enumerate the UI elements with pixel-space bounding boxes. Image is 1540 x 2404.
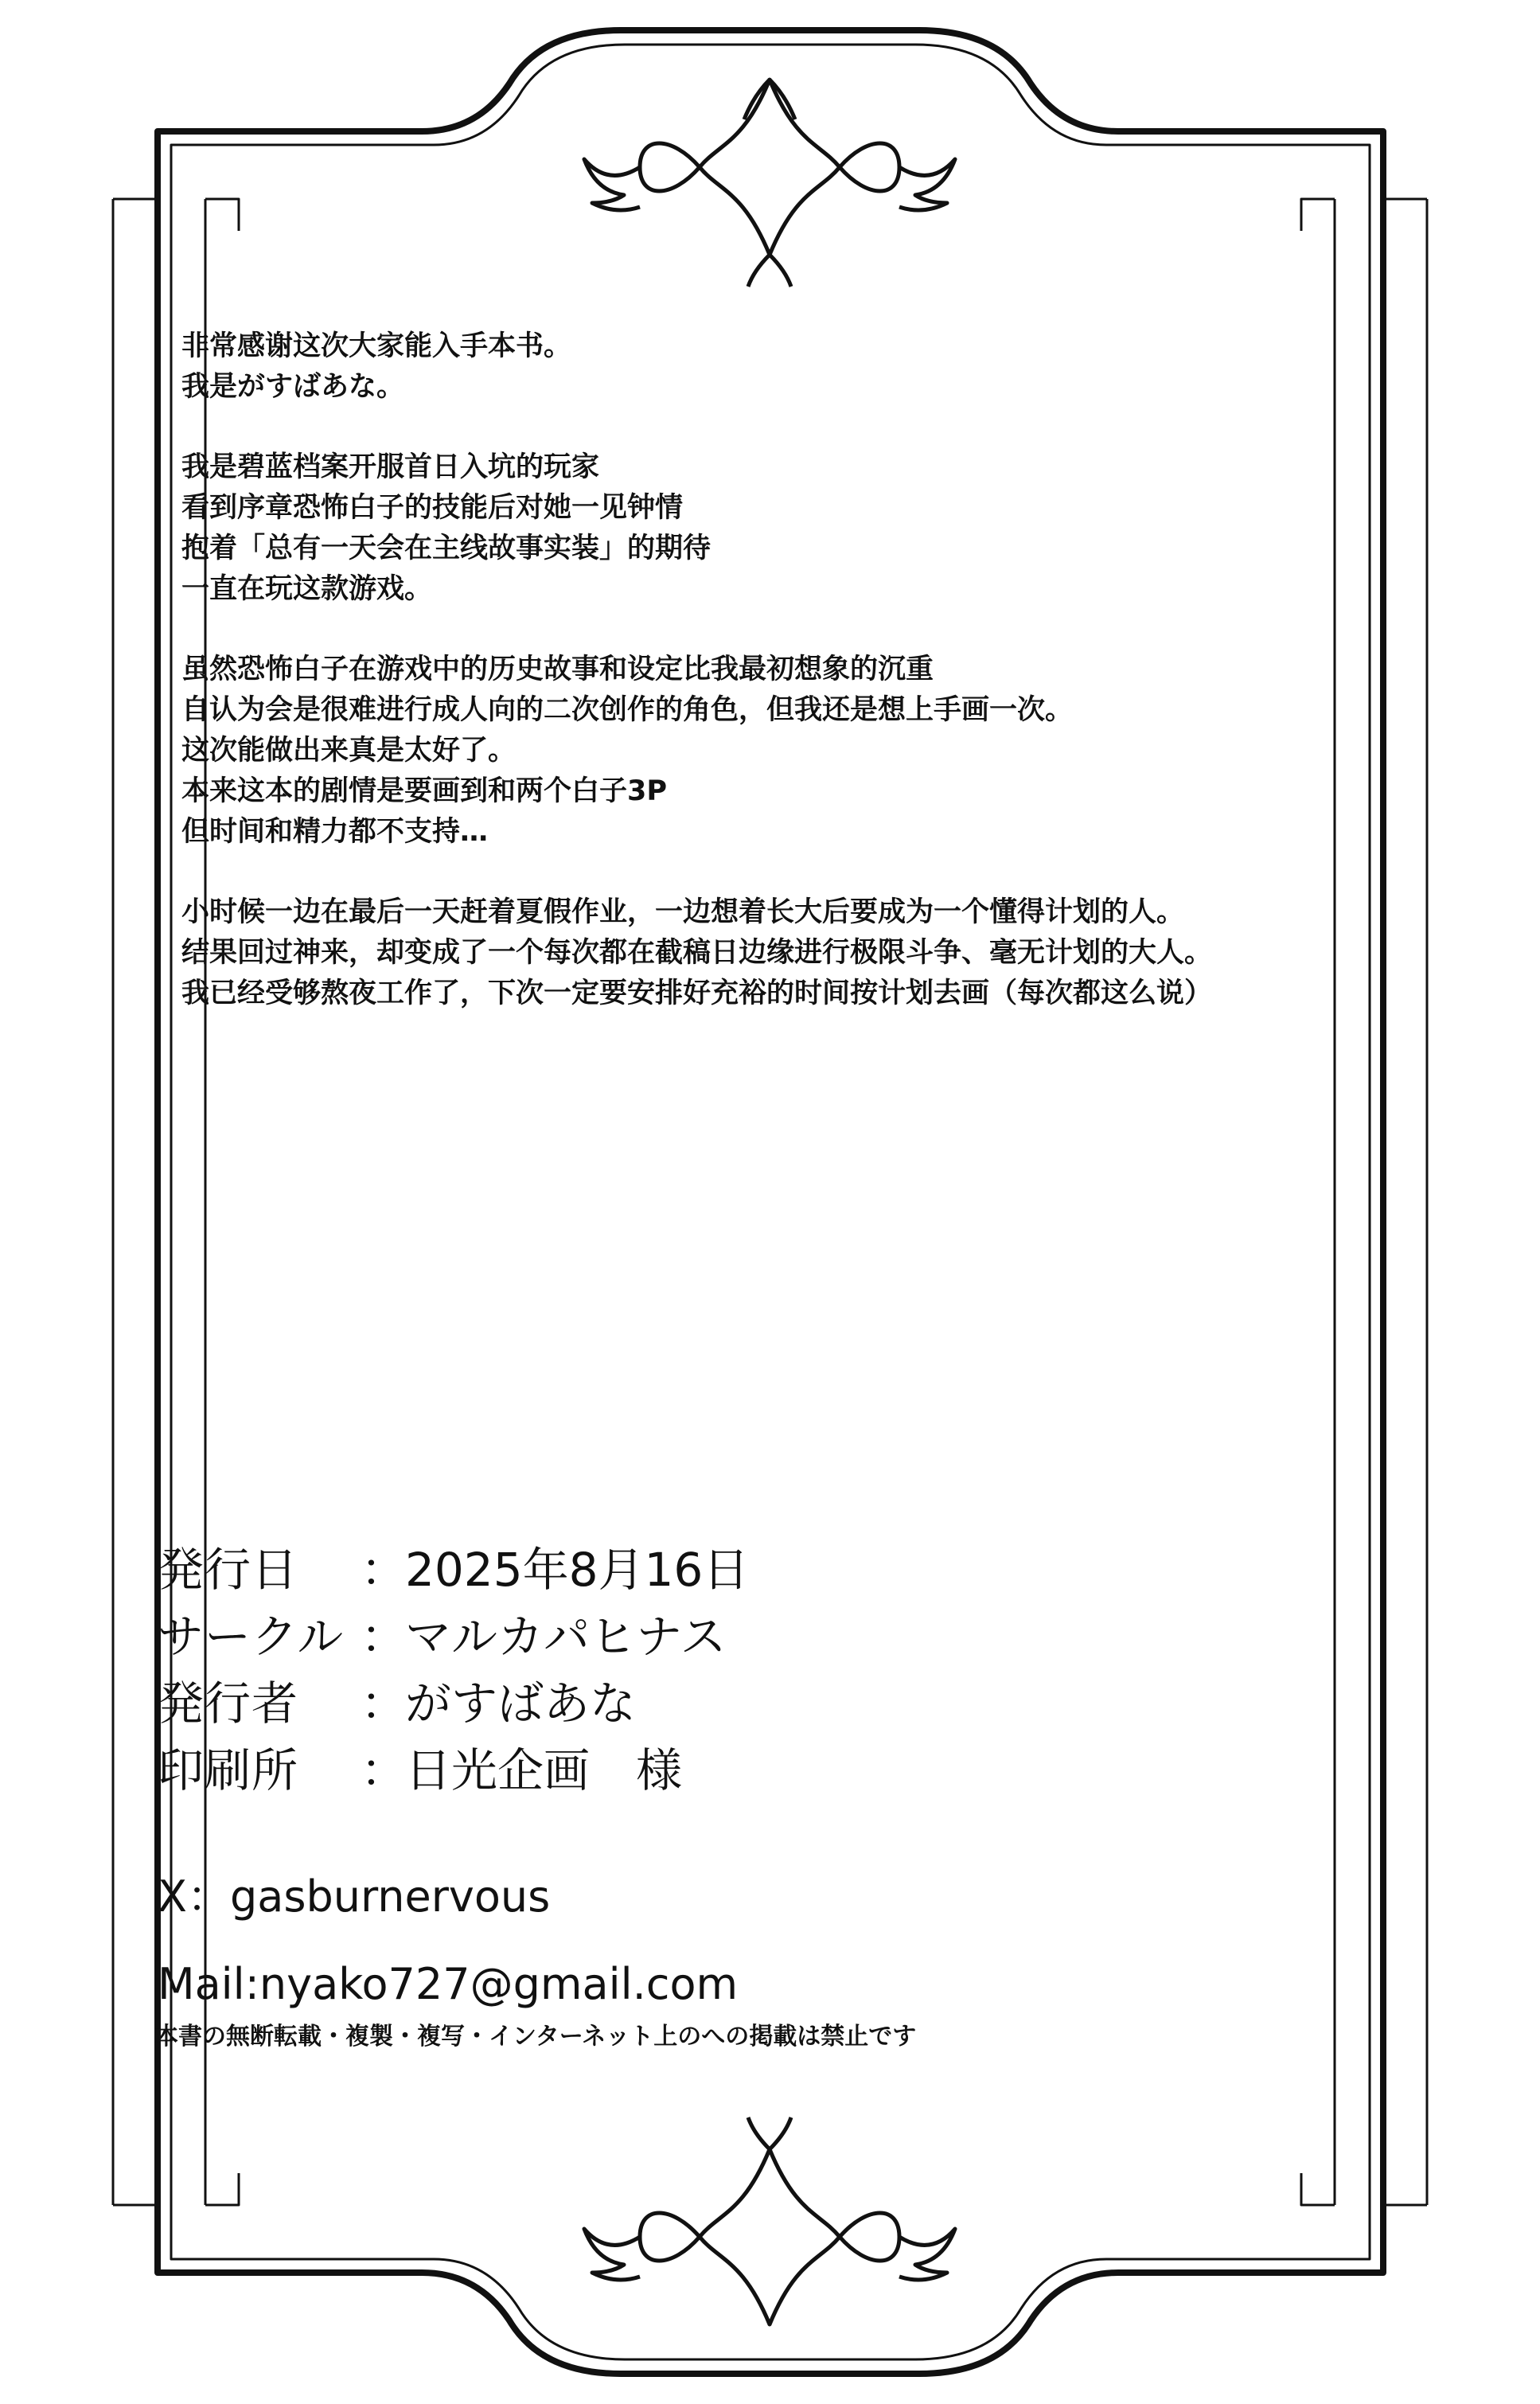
x-handle: X：gasburnervous [158, 1871, 551, 1922]
contact-info [158, 1853, 738, 2028]
colophon-separator: ： [361, 1676, 407, 1731]
colophon-label: サークル [158, 1610, 345, 1664]
afterword-paragraph-3: 虽然恐怖白子在游戏中的历史故事和设定比我最初想象的沉重 自认为会是很难进行成人向的二次创作的角色，但我还是想上手画一次。 这次能做出来真是太好了。 本来这本的剧情是要画到和两个白子3P 但时间和精力都不支持… [181, 654, 1074, 848]
mail-address: Mail:nyako727@gmail.com [158, 1959, 739, 2009]
colophon-separator: ： [361, 1543, 407, 1597]
colophon-separator: ： [361, 1743, 407, 1797]
afterword-text [181, 326, 1423, 1054]
afterword-paragraph-2: 我是碧蓝档案开服首日入坑的玩家 看到序章恐怖白子的技能后对她一见钟情 抱着「总有一天会在主线故事实装」的期待 一直在玩这款游戏。 [181, 451, 712, 605]
top-flourish-ornament [584, 80, 955, 287]
copyright-notice: 本書の無断転載・複製・複写・インターネット上のへの掲載は禁止です [154, 2023, 917, 2051]
afterword-paragraph-1: 非常感谢这次大家能入手本书。 我是がすばあな。 [181, 330, 572, 403]
colophon-row-publisher [158, 1666, 749, 1733]
colophon-row-publish-date [158, 1532, 749, 1599]
colophon-value: マルカパヒナス [405, 1610, 727, 1664]
colophon [158, 1532, 749, 1800]
colophon-value: 日光企画 様 [405, 1743, 683, 1797]
colophon-label: 発行者 [158, 1676, 299, 1731]
colophon-label: 発行日 [158, 1543, 299, 1597]
bottom-flourish-ornament [584, 2117, 955, 2324]
colophon-row-circle [158, 1599, 749, 1666]
afterword-paragraph-4: 小时候一边在最后一天赶着夏假作业，一边想着长大后要成为一个懂得计划的人。 结果回过神来，却变成了一个每次都在截稿日边缘进行极限斗争、毫无计划的大人。 我已经受够熬夜工作了，下次一定要安排好充裕的时间按计划去画（每次都这么说） [181, 896, 1213, 1009]
colophon-label: 印刷所 [158, 1743, 299, 1797]
colophon-separator: ： [361, 1610, 407, 1664]
colophon-row-printer [158, 1733, 749, 1800]
colophon-value: 2025年8月16日 [405, 1543, 750, 1597]
colophon-value: がすばあな [405, 1676, 637, 1731]
